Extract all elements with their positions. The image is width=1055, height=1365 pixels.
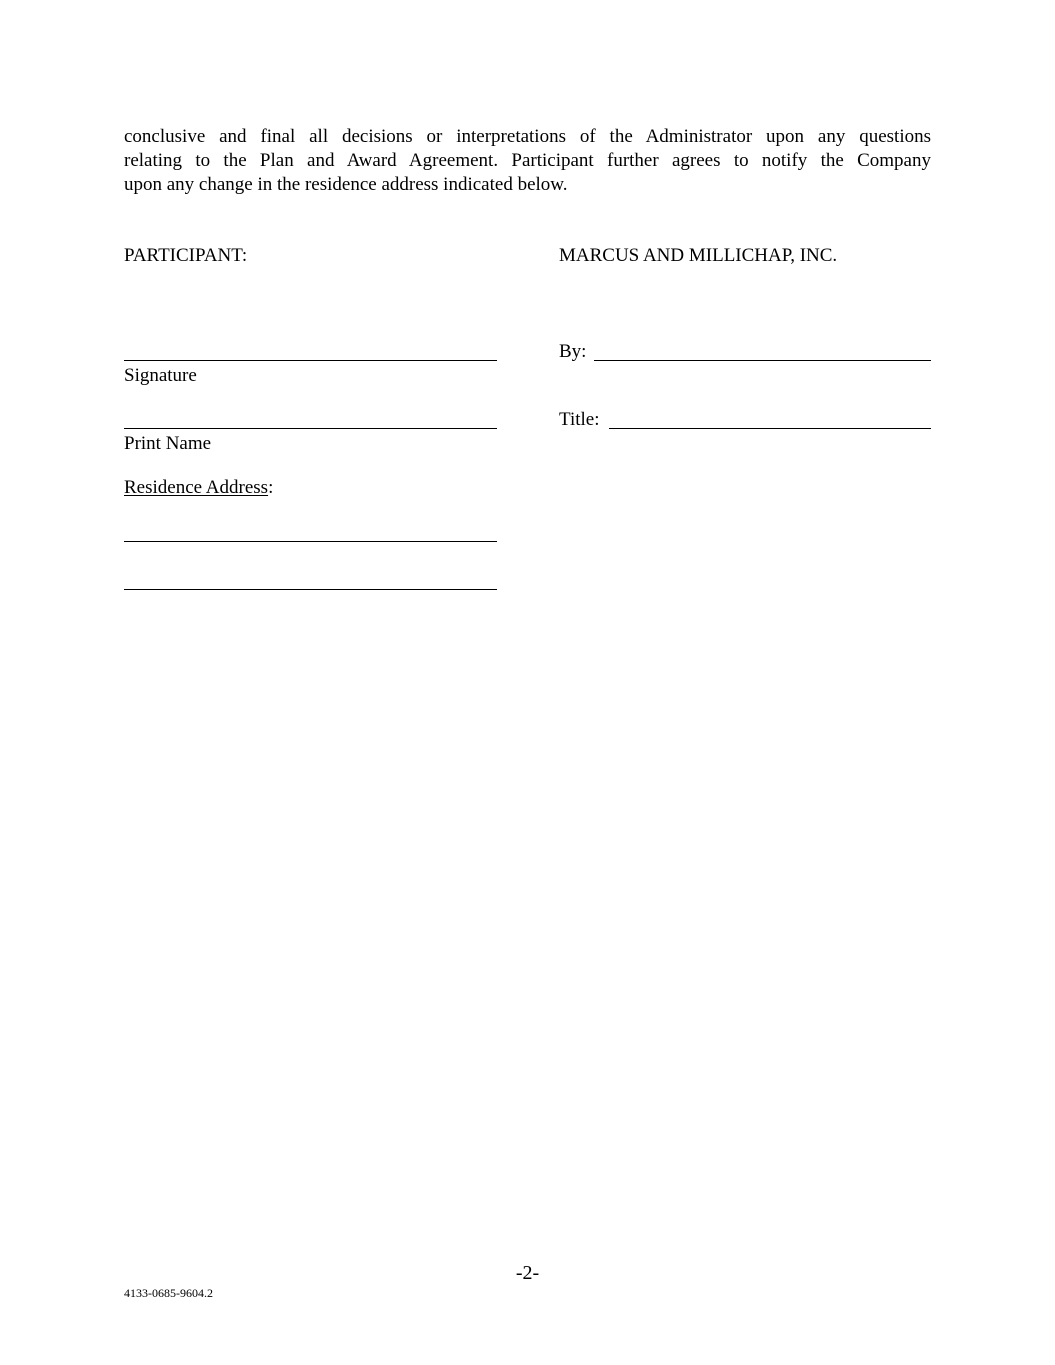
residence-address-label <box>124 476 273 500</box>
body-line: relating to the Plan and Award Agreement. Participant further agrees to notify the Company <box>124 150 931 171</box>
signature-line <box>124 360 497 361</box>
body-line: upon any change in the residence address indicated below. <box>124 174 568 195</box>
body-line: conclusive and final all decisions or interpretations of the Administrator upon any questions <box>124 126 931 147</box>
print-name-line <box>124 428 497 429</box>
body-paragraph <box>124 125 931 197</box>
title-label: Title: <box>559 409 600 430</box>
title-line <box>609 428 931 429</box>
participant-heading: PARTICIPANT: <box>124 245 248 266</box>
print-name-label: Print Name <box>124 433 212 454</box>
by-label: By: <box>559 341 587 362</box>
by-line <box>594 360 931 361</box>
document-id: 4133-0685-9604.2 <box>124 1286 213 1300</box>
address-line-2 <box>124 589 497 590</box>
company-heading: MARCUS AND MILLICHAP, INC. <box>559 245 838 266</box>
residence-address-text: Residence Address <box>124 477 269 498</box>
signature-label: Signature <box>124 365 197 386</box>
page-number: -2- <box>515 1262 540 1284</box>
residence-address-colon: : <box>268 477 274 498</box>
address-line-1 <box>124 541 497 542</box>
